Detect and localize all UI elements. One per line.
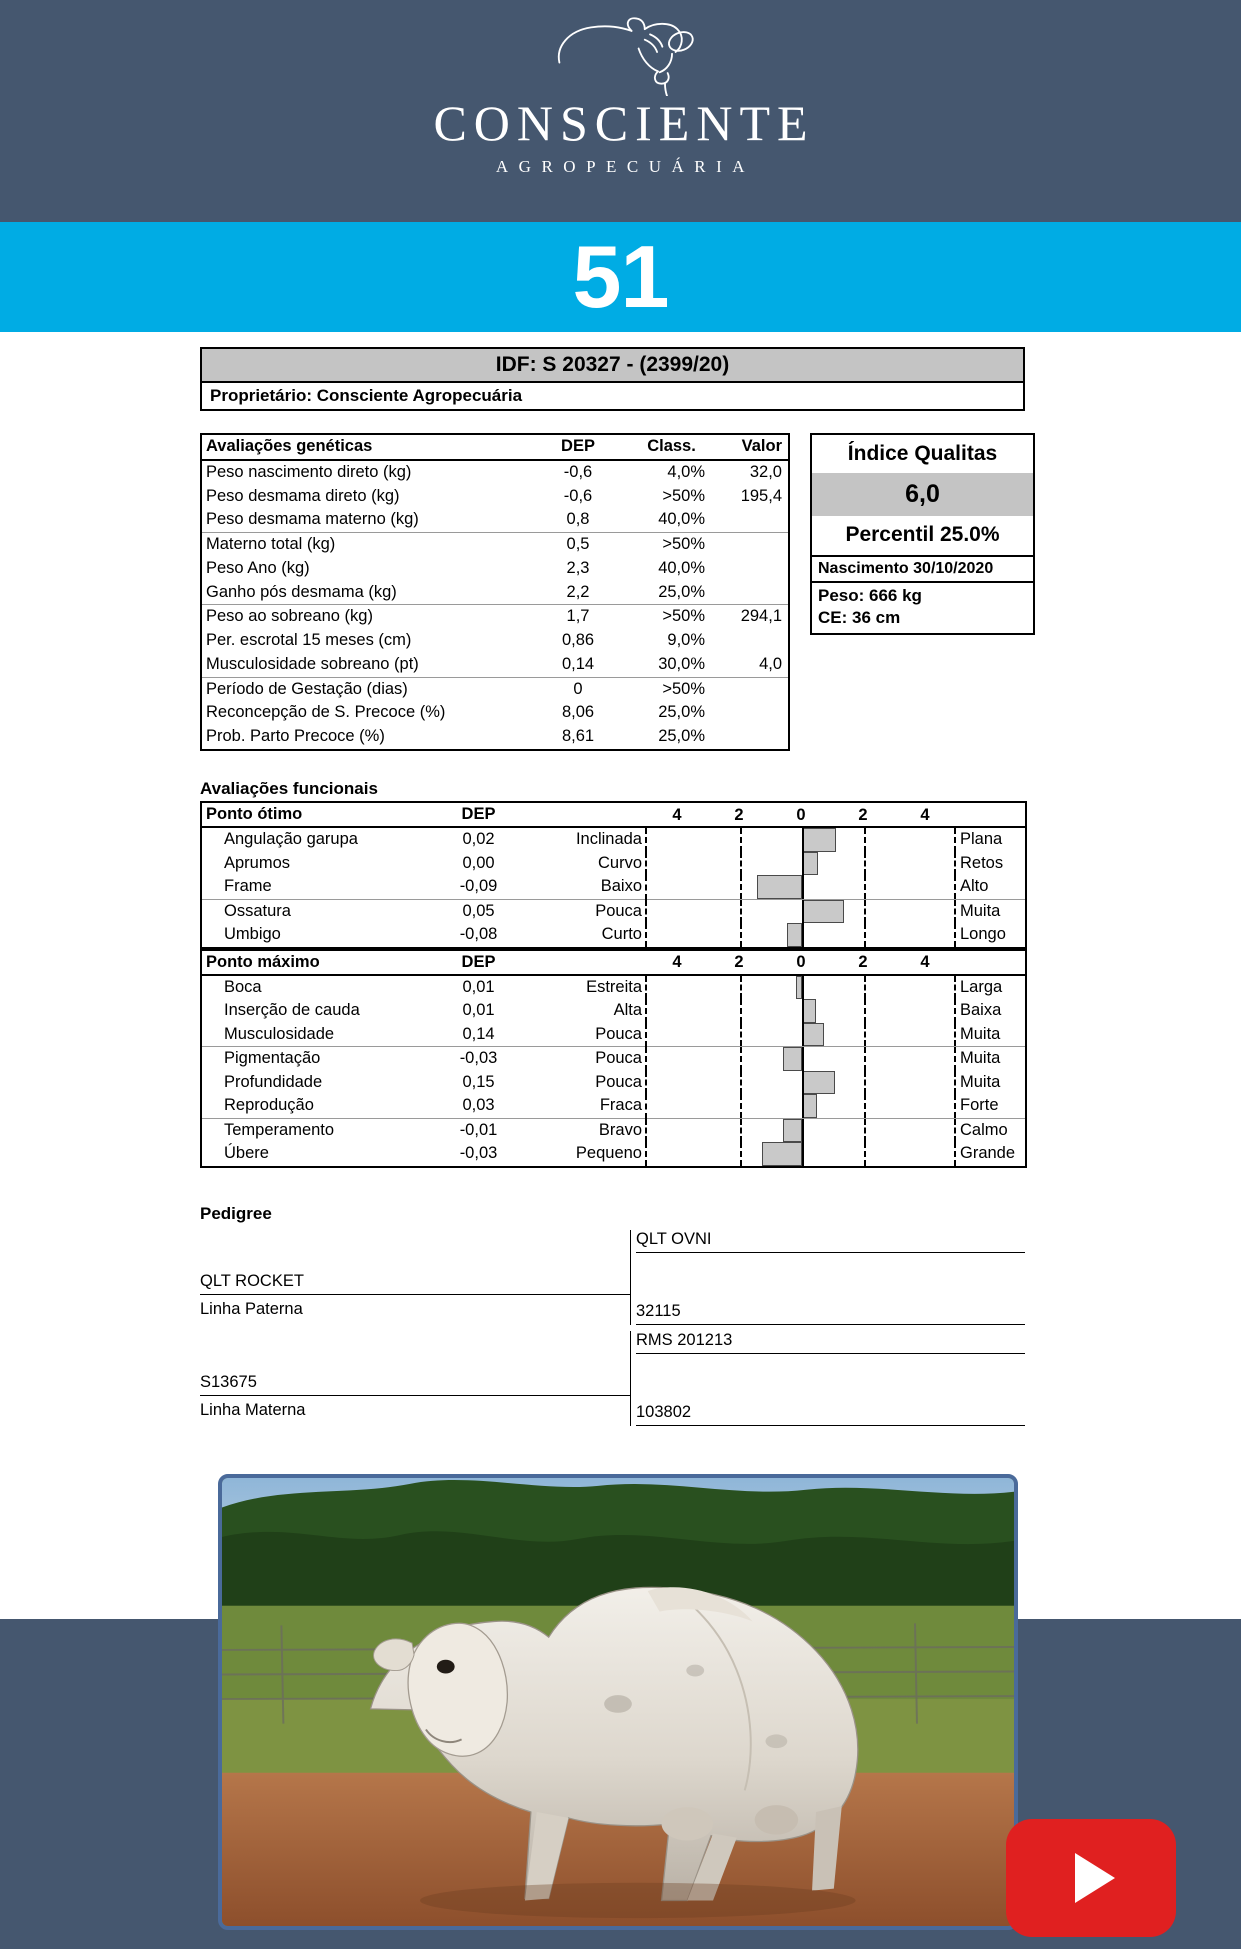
trait-bar-cell <box>646 1023 956 1047</box>
trait-dep: 0,02 <box>462 830 495 849</box>
trait-label: Peso nascimento direto (kg) <box>206 462 412 481</box>
trait-class: 25,0% <box>658 727 705 746</box>
trait-dep: -0,01 <box>431 1118 526 1142</box>
trait-name: Umbigo <box>201 923 431 947</box>
animal-photo <box>222 1478 1014 1926</box>
trait-dep: 2,2 <box>566 582 590 601</box>
gridline-plus4 <box>954 1071 956 1094</box>
gridline-plus4 <box>954 1119 956 1142</box>
gridline-plus4 <box>954 999 956 1022</box>
gridline-plus2 <box>864 828 866 851</box>
trait-right-label: Muita <box>956 899 1026 923</box>
gridline-minus2 <box>740 875 742 898</box>
trait-bar-cell <box>646 899 956 923</box>
trait-right-label: Larga <box>956 975 1026 999</box>
table-row <box>201 852 1026 875</box>
trait-bar <box>783 1047 802 1070</box>
gridline-minus2 <box>740 1094 742 1117</box>
trait-left-label: Bravo <box>526 1118 646 1142</box>
col-valor: Valor <box>719 434 789 460</box>
lot-number: 51 <box>572 227 669 326</box>
scale-tick: 4 <box>920 953 930 972</box>
trait-name: Profundidade <box>201 1071 431 1094</box>
trait-dep: 0,01 <box>462 978 495 997</box>
trait-class: 40,0% <box>658 510 705 529</box>
trait-class: 9,0% <box>667 631 705 650</box>
trait-left-label: Estreita <box>526 975 646 999</box>
trait-dep: 0,86 <box>561 631 595 650</box>
gridline-minus2 <box>740 976 742 999</box>
trait-valor: 4,0 <box>759 654 782 673</box>
functional-header-row <box>201 950 1026 975</box>
trait-name: Pigmentação <box>201 1047 431 1071</box>
scale-tick: 4 <box>672 953 682 972</box>
trait-bar-cell <box>646 1142 956 1166</box>
gridline-plus4 <box>954 875 956 898</box>
functional-evaluations-section <box>200 779 1025 1168</box>
functional-left-head <box>526 802 646 827</box>
trait-class: 40,0% <box>658 558 705 577</box>
trait-right-label: Alto <box>956 875 1026 899</box>
weight-value: Peso: 666 kg <box>818 586 922 605</box>
pedigree-maternal-block <box>200 1331 1025 1426</box>
pedigree-section <box>200 1204 1025 1426</box>
trait-dep: 1,7 <box>532 605 624 629</box>
trait-bar-cell <box>646 852 956 875</box>
gridline-plus2 <box>864 976 866 999</box>
trait-dep: 0,01 <box>462 1001 495 1020</box>
paternal-divider <box>200 1294 630 1295</box>
idf-title-bar <box>200 347 1025 383</box>
table-row <box>201 999 1026 1022</box>
catalog-content <box>0 347 1241 1426</box>
trait-dep: -0,6 <box>563 462 593 481</box>
trait-right-label: Plana <box>956 827 1026 851</box>
brand-name: CONSCIENTE <box>433 95 815 151</box>
col-class: Class. <box>624 434 719 460</box>
table-row <box>201 1023 1026 1047</box>
trait-class: 25,0% <box>658 582 705 601</box>
gridline-minus2 <box>740 1119 742 1142</box>
trait-label: Peso ao sobreano (kg) <box>201 605 532 629</box>
gridline-plus4 <box>954 852 956 875</box>
zero-axis-line <box>802 1047 804 1070</box>
trait-class: 30,0% <box>658 654 705 673</box>
trait-left-label: Alta <box>526 999 646 1022</box>
scale-tick: 4 <box>920 805 930 824</box>
trait-label: Materno total (kg) <box>201 533 532 557</box>
pedigree-paternal-block <box>200 1230 1025 1325</box>
gridline-plus2 <box>864 875 866 898</box>
table-row <box>201 899 1026 923</box>
zero-axis-line <box>802 1119 804 1142</box>
trait-bar <box>802 852 818 875</box>
trait-name: Frame <box>201 875 431 899</box>
functional-group-label: Ponto ótimo <box>201 802 431 827</box>
table-row <box>201 827 1026 851</box>
gridline-plus2 <box>864 1094 866 1117</box>
gridline-minus2 <box>740 1023 742 1046</box>
trait-dep: 0,14 <box>561 654 595 673</box>
table-row <box>201 557 789 581</box>
trait-class: >50% <box>662 486 705 505</box>
trait-class: 25,0% <box>658 703 705 722</box>
maternal-grandsire: RMS 201213 <box>636 1331 1025 1354</box>
gridline-minus2 <box>740 923 742 946</box>
zero-axis-line <box>802 1071 804 1094</box>
functional-header-row <box>201 802 1026 827</box>
table-row <box>201 460 789 485</box>
gridline-plus2 <box>864 1023 866 1046</box>
trait-dep: -0,03 <box>431 1047 526 1071</box>
functional-right-head <box>956 950 1026 975</box>
paternal-line-label: Linha Paterna <box>200 1299 303 1318</box>
trait-valor <box>719 725 789 750</box>
trait-dep: -0,03 <box>431 1142 526 1166</box>
gridline-minus2 <box>740 999 742 1022</box>
functional-maximum-table <box>200 949 1027 1168</box>
trait-label: Per. escrotal 15 meses (cm) <box>206 631 412 650</box>
trait-label: Peso desmama materno (kg) <box>206 510 419 529</box>
trait-valor <box>719 581 789 605</box>
trait-bar <box>783 1119 802 1142</box>
table-row <box>201 508 789 532</box>
functional-left-head <box>526 950 646 975</box>
trait-name: Musculosidade <box>201 1023 431 1047</box>
functional-right-head <box>956 802 1026 827</box>
trait-dep: 0,00 <box>462 853 495 872</box>
maternal-granddam: 103802 <box>636 1403 1025 1426</box>
animal-photo-region <box>0 1474 1241 1949</box>
trait-dep: 0,03 <box>462 1096 495 1115</box>
trait-class: 4,0% <box>667 462 705 481</box>
zero-axis-line <box>802 976 804 999</box>
qualitas-title: Índice Qualitas <box>847 442 998 465</box>
table-row <box>201 1118 1026 1142</box>
gridline-plus4 <box>954 1023 956 1046</box>
ce-value: CE: 36 cm <box>818 608 901 628</box>
trait-bar-cell <box>646 923 956 947</box>
trait-right-label: Grande <box>956 1142 1026 1166</box>
trait-dep: -0,08 <box>431 923 526 947</box>
qualitas-percentile: Percentil 25.0% <box>812 516 1033 557</box>
maternal-divider <box>200 1395 630 1396</box>
gridline-plus4 <box>954 1094 956 1117</box>
qualitas-score: 6,0 <box>812 473 1033 516</box>
gridline-plus4 <box>954 1142 956 1165</box>
gridline-plus2 <box>864 1047 866 1070</box>
gridline-minus2 <box>740 1142 742 1165</box>
trait-dep: 2,3 <box>566 558 590 577</box>
trait-valor: 32,0 <box>749 462 782 481</box>
table-row <box>201 653 789 677</box>
trait-dep: 0,05 <box>431 899 526 923</box>
col-trait: Avaliações genéticas <box>201 434 532 460</box>
scale-tick: 2 <box>858 953 868 972</box>
trait-right-label: Baixa <box>956 999 1026 1022</box>
paternal-granddam: 32115 <box>636 1302 1025 1325</box>
trait-right-label: Retos <box>956 852 1026 875</box>
trait-dep: 0,5 <box>532 533 624 557</box>
brand-subtitle: AGROPECUÁRIA <box>495 157 756 176</box>
gridline-plus2 <box>864 900 866 923</box>
trait-left-label: Baixo <box>526 875 646 899</box>
trait-class: >50% <box>624 533 719 557</box>
trait-dep: 8,61 <box>561 727 595 746</box>
trait-dep: -0,09 <box>459 877 498 896</box>
trait-dep: 0,14 <box>462 1024 495 1043</box>
trait-bar <box>802 1071 835 1094</box>
weight-and-ce <box>812 583 1033 633</box>
zero-axis-line <box>802 1023 804 1046</box>
scale-tick: 2 <box>858 805 868 824</box>
trait-label: Ganho pós desmama (kg) <box>206 582 397 601</box>
trait-name: Aprumos <box>201 852 431 875</box>
trait-bar-cell <box>646 827 956 851</box>
zero-axis-line <box>802 999 804 1022</box>
functional-scale-axis <box>646 950 956 975</box>
trait-name: Inserção de cauda <box>201 999 431 1022</box>
table-row <box>201 875 1026 899</box>
trait-left-label: Inclinada <box>526 827 646 851</box>
trait-class: >50% <box>624 677 719 701</box>
trait-label: Peso Ano (kg) <box>206 558 310 577</box>
trait-left-label: Pouca <box>526 1023 646 1047</box>
gridline-minus2 <box>740 1047 742 1070</box>
table-row <box>201 975 1026 999</box>
trait-label: Período de Gestação (dias) <box>201 677 532 701</box>
trait-valor <box>719 508 789 532</box>
trait-name: Ossatura <box>201 899 431 923</box>
trait-bar-cell <box>646 1071 956 1094</box>
trait-dep: 0,8 <box>566 510 590 529</box>
gridline-plus4 <box>954 923 956 946</box>
cow-head-outline-icon <box>531 8 711 96</box>
functional-dep-label: DEP <box>431 802 526 827</box>
owner-text: Proprietário: Consciente Agropecuária <box>210 386 523 405</box>
trait-left-label: Pouca <box>526 899 646 923</box>
scale-tick: 2 <box>734 953 744 972</box>
trait-right-label: Longo <box>956 923 1026 947</box>
pedigree-title: Pedigree <box>200 1203 272 1223</box>
trait-right-label: Muita <box>956 1023 1026 1047</box>
trait-valor: 195,4 <box>740 486 782 505</box>
logo-lockup <box>0 8 1241 177</box>
gridline-minus2 <box>740 1071 742 1094</box>
functional-group-label: Ponto máximo <box>201 950 431 975</box>
zero-axis-line <box>802 923 804 946</box>
owner-bar <box>200 383 1025 411</box>
trait-name: Reprodução <box>201 1094 431 1118</box>
trait-bar <box>802 1023 824 1046</box>
table-row <box>201 725 789 750</box>
trait-right-label: Muita <box>956 1047 1026 1071</box>
sire-name: QLT ROCKET <box>200 1271 304 1290</box>
trait-label: Prob. Parto Precoce (%) <box>206 727 385 746</box>
functional-dep-label: DEP <box>431 950 526 975</box>
paternal-grandsire: QLT OVNI <box>636 1230 1025 1253</box>
dam-name: S13675 <box>200 1372 257 1391</box>
trait-left-label: Pouca <box>526 1047 646 1071</box>
trait-bar <box>787 923 802 946</box>
trait-bar <box>762 1142 802 1165</box>
trait-valor: 294,1 <box>719 605 789 629</box>
trait-valor <box>719 677 789 701</box>
trait-bar-cell <box>646 875 956 899</box>
scale-tick: 0 <box>796 805 806 824</box>
genetics-and-index-row <box>200 433 1241 751</box>
gridline-plus4 <box>954 828 956 851</box>
trait-bar-cell <box>646 999 956 1022</box>
trait-bar <box>802 1094 817 1117</box>
zero-axis-line <box>802 852 804 875</box>
gridline-plus4 <box>954 900 956 923</box>
trait-valor <box>719 701 789 725</box>
zero-axis-line <box>802 1142 804 1165</box>
gridline-plus2 <box>864 923 866 946</box>
paternal-connector <box>630 1230 631 1325</box>
table-row <box>201 629 789 653</box>
table-row <box>201 533 789 557</box>
trait-left-label: Pequeno <box>526 1142 646 1166</box>
gridline-plus2 <box>864 1071 866 1094</box>
zero-axis-line <box>802 828 804 851</box>
trait-bar <box>802 900 844 923</box>
trait-bar-cell <box>646 1047 956 1071</box>
brand-header <box>0 0 1241 222</box>
trait-left-label: Fraca <box>526 1094 646 1118</box>
qualitas-index-panel <box>810 433 1035 635</box>
trait-bar <box>802 828 836 851</box>
table-row <box>201 485 789 509</box>
trait-left-label: Pouca <box>526 1071 646 1094</box>
zero-axis-line <box>802 1094 804 1117</box>
table-row <box>201 677 789 701</box>
gridline-minus2 <box>740 900 742 923</box>
functional-section-title: Avaliações funcionais <box>200 778 378 798</box>
trait-name: Úbere <box>201 1142 431 1166</box>
trait-dep: 0 <box>532 677 624 701</box>
trait-label: Reconcepção de S. Precoce (%) <box>206 703 446 722</box>
trait-name: Temperamento <box>201 1118 431 1142</box>
trait-dep: 8,06 <box>561 703 595 722</box>
trait-right-label: Forte <box>956 1094 1026 1118</box>
trait-bar-cell <box>646 1094 956 1118</box>
gridline-minus2 <box>740 828 742 851</box>
table-row <box>201 1094 1026 1118</box>
functional-optimum-table <box>200 801 1027 949</box>
zero-axis-line <box>802 875 804 898</box>
scale-tick: 0 <box>796 953 806 972</box>
genetic-evaluations-table <box>200 433 790 751</box>
table-row <box>201 1047 1026 1071</box>
trait-dep: -0,6 <box>563 486 593 505</box>
trait-name: Boca <box>201 975 431 999</box>
trait-label: Musculosidade sobreano (pt) <box>206 654 419 673</box>
animal-photo-frame <box>218 1474 1018 1930</box>
play-triangle-icon <box>1075 1853 1115 1903</box>
gridline-plus2 <box>864 852 866 875</box>
trait-dep: 0,15 <box>462 1072 495 1091</box>
zero-axis-line <box>802 900 804 923</box>
table-row <box>201 701 789 725</box>
trait-bar-cell <box>646 1118 956 1142</box>
birth-date: Nascimento 30/10/2020 <box>812 557 1033 583</box>
trait-valor <box>719 629 789 653</box>
table-row <box>201 1071 1026 1094</box>
trait-left-label: Curto <box>526 923 646 947</box>
trait-bar-cell <box>646 975 956 999</box>
trait-right-label: Calmo <box>956 1118 1026 1142</box>
gridline-plus2 <box>864 1119 866 1142</box>
gridline-plus2 <box>864 1142 866 1165</box>
gridline-minus2 <box>740 852 742 875</box>
trait-right-label: Muita <box>956 1071 1026 1094</box>
table-row <box>201 605 789 629</box>
table-row <box>201 923 1026 947</box>
scale-tick: 2 <box>734 805 744 824</box>
idf-title: IDF: S 20327 - (2399/20) <box>495 353 730 376</box>
gridline-plus4 <box>954 1047 956 1070</box>
trait-valor <box>719 557 789 581</box>
table-row <box>201 1142 1026 1166</box>
maternal-line-label: Linha Materna <box>200 1400 306 1419</box>
trait-name: Angulação garupa <box>201 827 431 851</box>
functional-scale-axis <box>646 802 956 827</box>
trait-left-label: Curvo <box>526 852 646 875</box>
scale-tick: 4 <box>672 805 682 824</box>
gridline-plus4 <box>954 976 956 999</box>
play-video-button[interactable] <box>1006 1819 1176 1937</box>
table-row <box>201 581 789 605</box>
col-dep: DEP <box>532 434 624 460</box>
trait-bar <box>757 875 802 898</box>
maternal-connector <box>630 1331 631 1426</box>
trait-label: Peso desmama direto (kg) <box>206 486 400 505</box>
lot-number-band <box>0 222 1241 332</box>
trait-bar <box>802 999 816 1022</box>
trait-valor <box>719 533 789 557</box>
gridline-plus2 <box>864 999 866 1022</box>
genetic-table-header-row <box>201 434 789 460</box>
trait-class: >50% <box>624 605 719 629</box>
